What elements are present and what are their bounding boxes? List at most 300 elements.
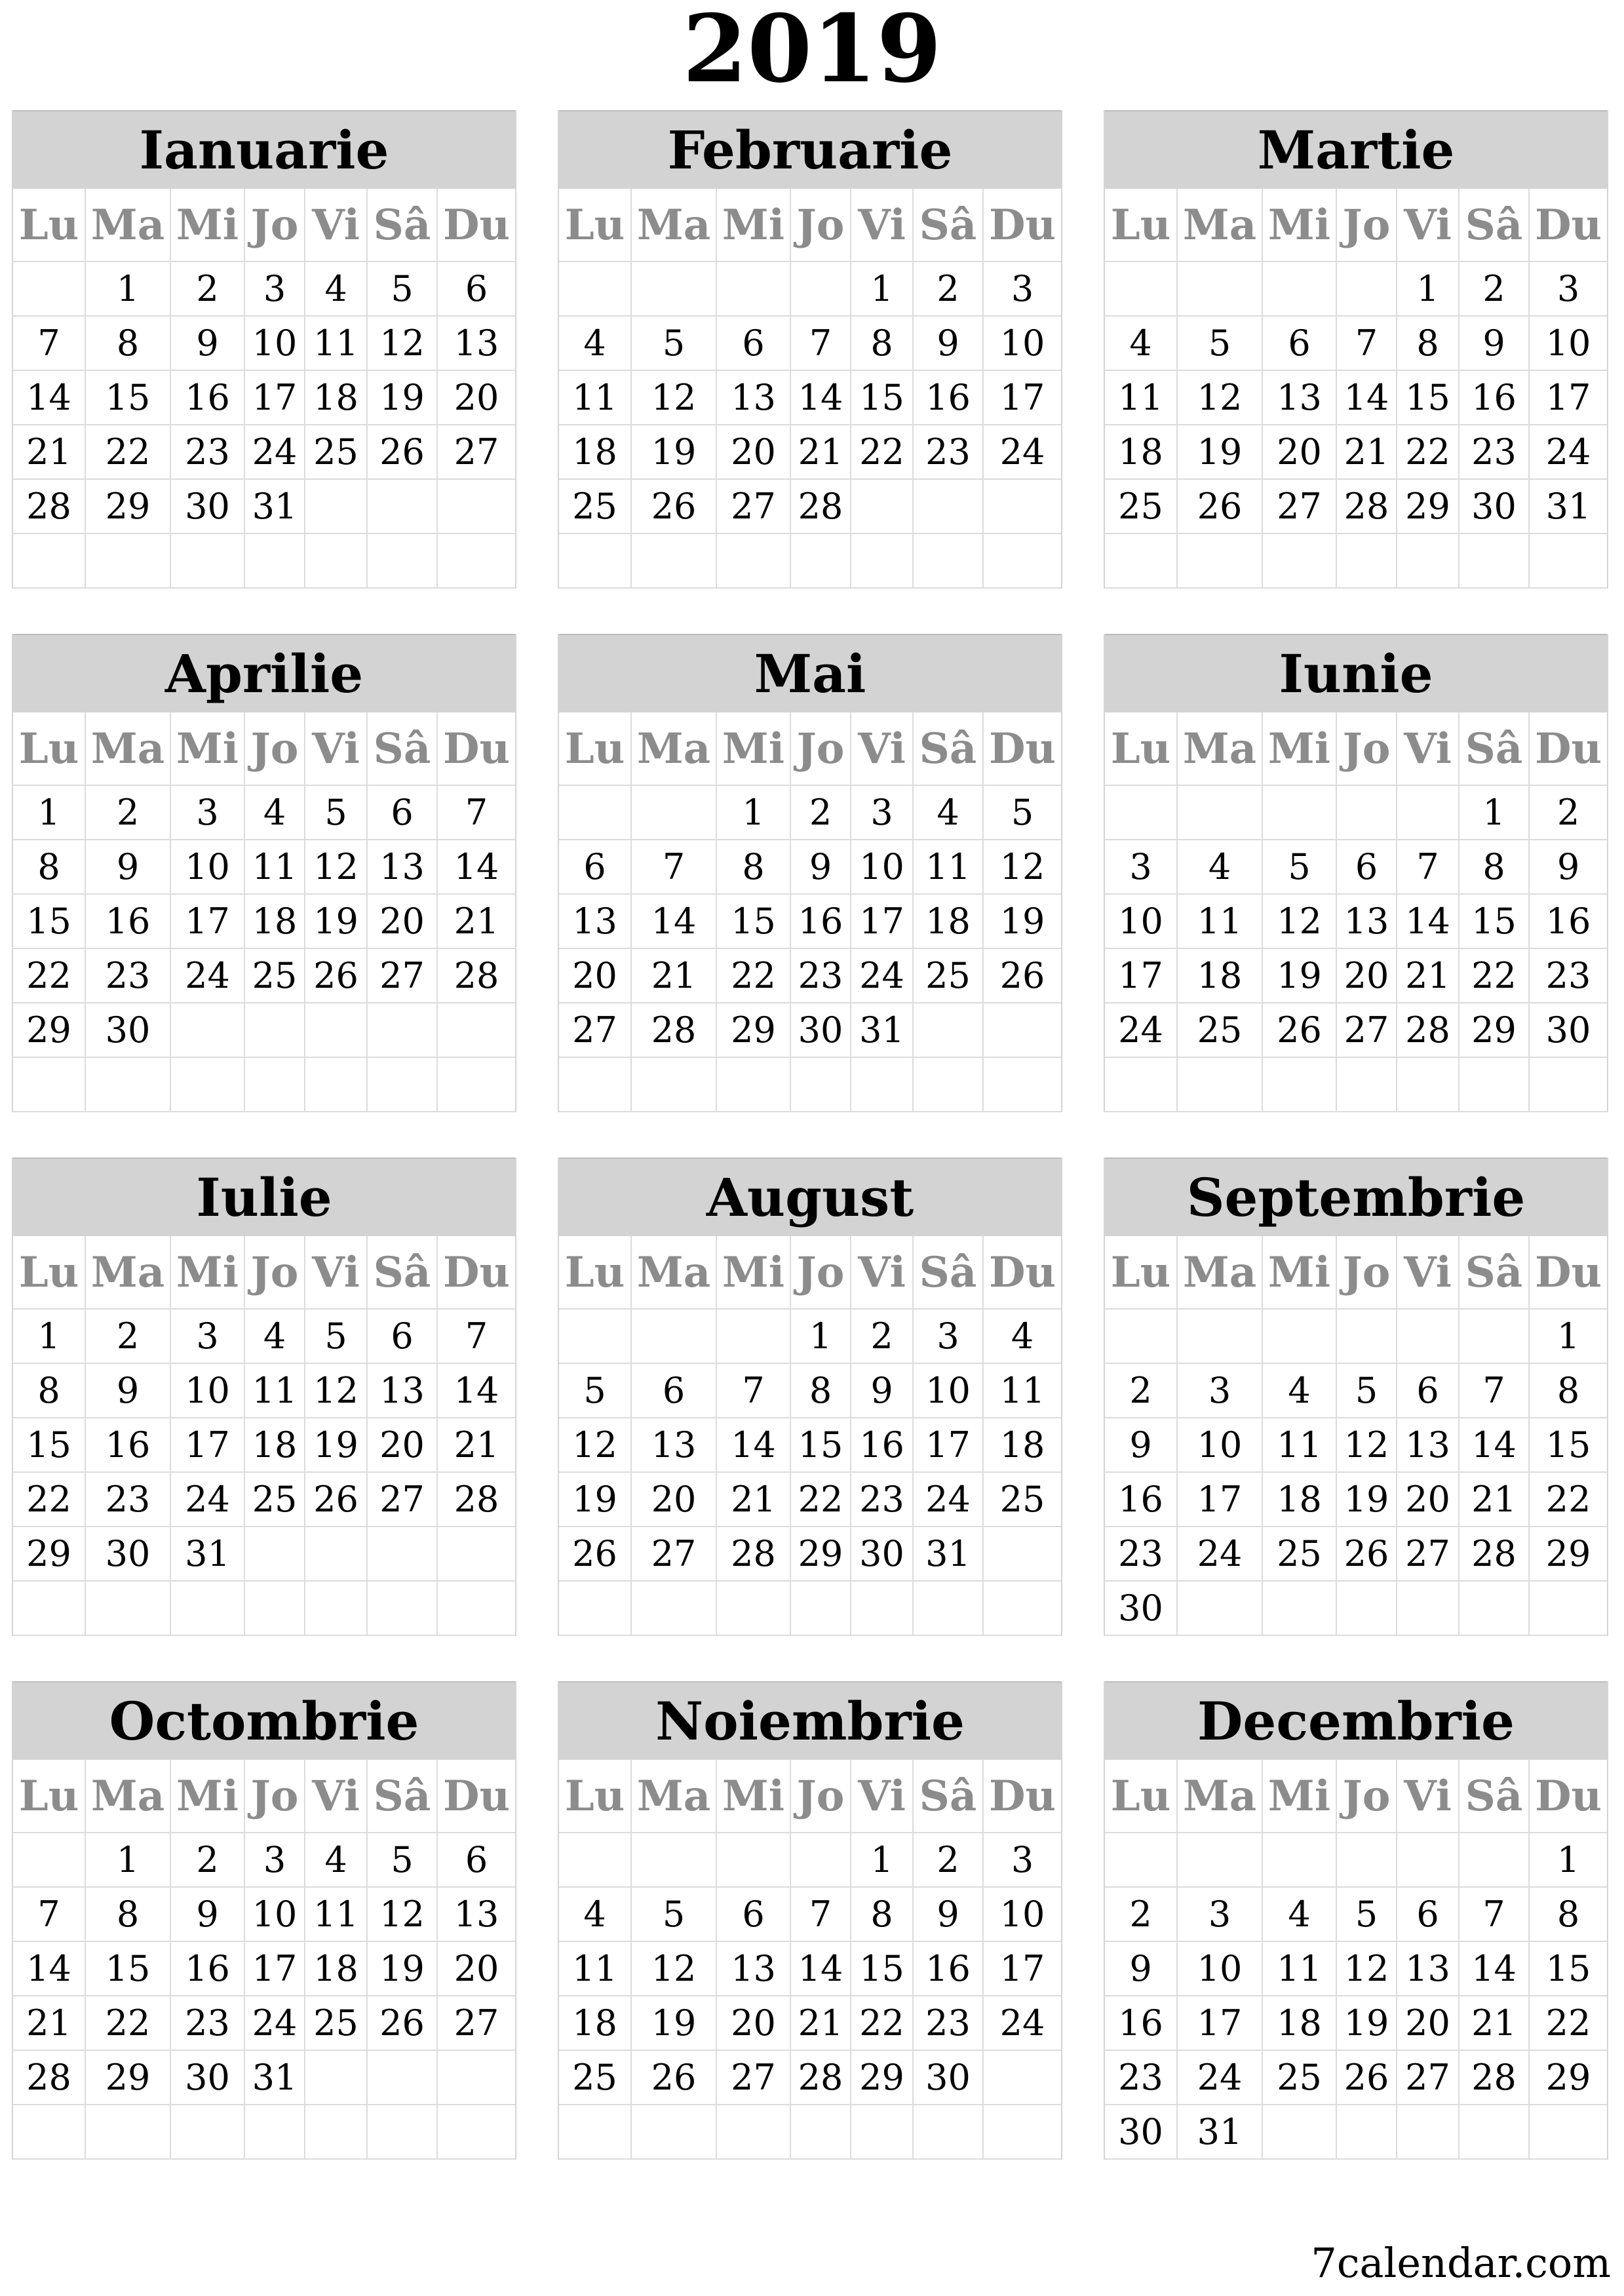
day-cell	[1336, 1057, 1397, 1112]
day-cell: 11	[983, 1363, 1061, 1418]
month-septembrie	[1104, 1158, 1608, 1636]
day-cell: 3	[244, 1833, 305, 1887]
day-cell	[367, 1527, 437, 1581]
day-cell	[983, 1057, 1061, 1112]
day-cell: 7	[1336, 316, 1397, 370]
day-cell: 19	[1262, 948, 1336, 1003]
day-cell: 23	[170, 1996, 244, 2050]
day-cell	[367, 1581, 437, 1635]
day-cell	[170, 1581, 244, 1635]
day-cell: 19	[1336, 1472, 1397, 1527]
day-cell: 9	[170, 316, 244, 370]
weekday-header: Vi	[1397, 1236, 1459, 1309]
day-cell: 14	[13, 1941, 85, 1996]
day-cell: 12	[367, 316, 437, 370]
weekday-header-row	[559, 1760, 1061, 1833]
week-row	[559, 2050, 1061, 2105]
day-cell	[1262, 1057, 1336, 1112]
day-cell: 5	[367, 262, 437, 316]
weekday-header: Ma	[631, 1760, 716, 1833]
day-cell: 29	[1459, 1003, 1529, 1057]
day-cell: 21	[716, 1472, 790, 1527]
day-cell: 20	[559, 948, 631, 1003]
day-cell: 21	[790, 425, 851, 479]
day-cell: 4	[559, 1887, 631, 1941]
weekday-header: Vi	[1397, 1760, 1459, 1833]
day-cell: 5	[305, 785, 367, 840]
weekday-header: Ma	[85, 712, 170, 785]
month-decembrie	[1104, 1681, 1608, 2160]
weekday-header-row	[1105, 712, 1607, 785]
week-row	[13, 1527, 515, 1581]
day-cell: 22	[1459, 948, 1529, 1003]
week-row	[1105, 1418, 1607, 1472]
month-table	[13, 189, 515, 589]
week-row	[559, 1941, 1061, 1996]
weekday-header-row	[13, 189, 515, 262]
day-cell: 28	[1459, 1527, 1529, 1581]
day-cell: 18	[1105, 425, 1177, 479]
weekday-header: Vi	[305, 712, 367, 785]
day-cell: 28	[790, 2050, 851, 2105]
day-cell: 24	[170, 948, 244, 1003]
day-cell: 17	[170, 894, 244, 948]
week-row	[1105, 370, 1607, 425]
week-row	[559, 1472, 1061, 1527]
day-cell: 21	[13, 425, 85, 479]
month-title: Ianuarie	[13, 110, 515, 189]
day-cell	[437, 1581, 515, 1635]
day-cell: 14	[13, 370, 85, 425]
day-cell	[305, 1581, 367, 1635]
day-cell	[244, 1003, 305, 1057]
day-cell: 14	[790, 1941, 851, 1996]
day-cell: 29	[1397, 479, 1459, 534]
day-cell	[559, 262, 631, 316]
day-cell: 6	[437, 1833, 515, 1887]
day-cell: 30	[170, 479, 244, 534]
day-cell: 18	[913, 894, 983, 948]
day-cell: 4	[1177, 840, 1262, 894]
day-cell: 21	[437, 1418, 515, 1472]
day-cell	[631, 1309, 716, 1363]
day-cell: 25	[244, 1472, 305, 1527]
day-cell	[790, 2105, 851, 2159]
day-cell: 3	[913, 1309, 983, 1363]
day-cell: 25	[1105, 479, 1177, 534]
day-cell	[1177, 262, 1262, 316]
day-cell: 22	[1397, 425, 1459, 479]
day-cell: 12	[1177, 370, 1262, 425]
month-martie	[1104, 110, 1608, 589]
month-title: Septembrie	[1105, 1158, 1607, 1236]
day-cell: 6	[367, 1309, 437, 1363]
day-cell: 7	[437, 1309, 515, 1363]
day-cell: 15	[1529, 1941, 1607, 1996]
week-row	[559, 1887, 1061, 1941]
week-row	[13, 2105, 515, 2159]
week-row	[1105, 948, 1607, 1003]
day-cell: 20	[1397, 1472, 1459, 1527]
day-cell: 31	[244, 479, 305, 534]
day-cell: 17	[1105, 948, 1177, 1003]
weekday-header: Mi	[1262, 712, 1336, 785]
day-cell	[790, 1581, 851, 1635]
weekday-header: Lu	[559, 1760, 631, 1833]
weekday-header: Lu	[13, 712, 85, 785]
day-cell	[1336, 2105, 1397, 2159]
day-cell: 3	[244, 262, 305, 316]
day-cell	[367, 1057, 437, 1112]
weekday-header: Ma	[1177, 1236, 1262, 1309]
day-cell: 24	[1177, 1527, 1262, 1581]
week-row	[1105, 1887, 1607, 1941]
day-cell: 5	[1336, 1363, 1397, 1418]
day-cell: 27	[631, 1527, 716, 1581]
day-cell: 7	[13, 1887, 85, 1941]
weekday-header: Vi	[305, 1236, 367, 1309]
day-cell: 20	[437, 1941, 515, 1996]
day-cell: 23	[913, 425, 983, 479]
day-cell: 6	[631, 1363, 716, 1418]
day-cell	[1262, 1309, 1336, 1363]
day-cell: 21	[1336, 425, 1397, 479]
weekday-header: Sâ	[367, 1760, 437, 1833]
day-cell: 7	[1397, 840, 1459, 894]
day-cell: 23	[1105, 1527, 1177, 1581]
day-cell: 16	[170, 370, 244, 425]
day-cell: 31	[1177, 2105, 1262, 2159]
day-cell: 8	[1397, 316, 1459, 370]
day-cell: 14	[631, 894, 716, 948]
day-cell: 21	[437, 894, 515, 948]
day-cell	[716, 262, 790, 316]
day-cell: 1	[851, 262, 913, 316]
day-cell	[716, 1833, 790, 1887]
day-cell: 17	[983, 1941, 1061, 1996]
day-cell: 18	[559, 1996, 631, 2050]
day-cell: 23	[790, 948, 851, 1003]
day-cell	[1529, 1057, 1607, 1112]
week-row	[13, 948, 515, 1003]
day-cell: 22	[851, 1996, 913, 2050]
day-cell: 2	[851, 1309, 913, 1363]
week-row	[559, 479, 1061, 534]
week-row	[559, 785, 1061, 840]
month-table	[559, 712, 1061, 1112]
day-cell: 1	[716, 785, 790, 840]
day-cell: 15	[1397, 370, 1459, 425]
day-cell: 17	[244, 1941, 305, 1996]
day-cell: 29	[790, 1527, 851, 1581]
day-cell: 5	[559, 1363, 631, 1418]
month-table	[1105, 712, 1607, 1112]
day-cell: 13	[437, 316, 515, 370]
weekday-header: Lu	[1105, 1760, 1177, 1833]
weekday-header: Du	[1529, 712, 1607, 785]
day-cell	[13, 1057, 85, 1112]
weekday-header: Ma	[85, 189, 170, 262]
day-cell: 4	[305, 1833, 367, 1887]
day-cell: 15	[13, 1418, 85, 1472]
weekday-header: Du	[437, 1760, 515, 1833]
day-cell: 2	[1459, 262, 1529, 316]
day-cell: 2	[790, 785, 851, 840]
day-cell: 22	[13, 1472, 85, 1527]
day-cell: 29	[716, 1003, 790, 1057]
day-cell: 25	[1262, 1527, 1336, 1581]
weekday-header: Ma	[85, 1236, 170, 1309]
weekday-header: Lu	[13, 1236, 85, 1309]
day-cell: 20	[631, 1472, 716, 1527]
day-cell: 2	[913, 1833, 983, 1887]
day-cell: 11	[1105, 370, 1177, 425]
day-cell: 31	[851, 1003, 913, 1057]
day-cell	[85, 2105, 170, 2159]
day-cell: 16	[1105, 1472, 1177, 1527]
month-title: Martie	[1105, 110, 1607, 189]
weekday-header: Du	[437, 712, 515, 785]
weekday-header: Lu	[1105, 712, 1177, 785]
day-cell: 26	[367, 425, 437, 479]
day-cell: 5	[367, 1833, 437, 1887]
weekday-header: Lu	[1105, 189, 1177, 262]
weekday-header: Ma	[631, 712, 716, 785]
weekday-header: Jo	[1336, 712, 1397, 785]
day-cell	[13, 2105, 85, 2159]
day-cell: 11	[1177, 894, 1262, 948]
day-cell	[1262, 2105, 1336, 2159]
week-row	[559, 1309, 1061, 1363]
day-cell	[559, 534, 631, 588]
day-cell: 10	[170, 1363, 244, 1418]
day-cell: 2	[170, 1833, 244, 1887]
day-cell	[983, 479, 1061, 534]
day-cell: 20	[1262, 425, 1336, 479]
month-august	[558, 1158, 1062, 1636]
day-cell: 26	[631, 479, 716, 534]
day-cell: 17	[1177, 1472, 1262, 1527]
day-cell: 21	[631, 948, 716, 1003]
day-cell: 12	[305, 1363, 367, 1418]
week-row	[13, 1996, 515, 2050]
day-cell: 14	[1459, 1941, 1529, 1996]
day-cell	[983, 1581, 1061, 1635]
day-cell	[559, 1309, 631, 1363]
day-cell: 30	[913, 2050, 983, 2105]
weekday-header: Sâ	[913, 712, 983, 785]
day-cell: 24	[983, 425, 1061, 479]
day-cell: 20	[1336, 948, 1397, 1003]
week-row	[1105, 1581, 1607, 1635]
day-cell: 9	[1105, 1418, 1177, 1472]
day-cell: 22	[1529, 1996, 1607, 2050]
day-cell: 9	[1459, 316, 1529, 370]
day-cell: 20	[1397, 1996, 1459, 2050]
day-cell	[170, 1003, 244, 1057]
day-cell: 3	[1177, 1363, 1262, 1418]
week-row	[13, 1418, 515, 1472]
day-cell	[1459, 1057, 1529, 1112]
day-cell	[1336, 1833, 1397, 1887]
weekday-header: Mi	[170, 189, 244, 262]
month-octombrie	[12, 1681, 516, 2160]
weekday-header: Sâ	[1459, 712, 1529, 785]
weekday-header: Vi	[851, 1760, 913, 1833]
day-cell: 24	[983, 1996, 1061, 2050]
day-cell	[367, 534, 437, 588]
day-cell: 4	[1262, 1363, 1336, 1418]
week-row	[1105, 425, 1607, 479]
day-cell: 29	[851, 2050, 913, 2105]
month-table	[559, 1236, 1061, 1636]
week-row	[559, 1418, 1061, 1472]
day-cell: 13	[437, 1887, 515, 1941]
day-cell: 4	[983, 1309, 1061, 1363]
month-table	[13, 1236, 515, 1636]
day-cell: 24	[1529, 425, 1607, 479]
weekday-header: Sâ	[367, 189, 437, 262]
day-cell: 19	[1177, 425, 1262, 479]
day-cell: 25	[983, 1472, 1061, 1527]
day-cell: 8	[1529, 1887, 1607, 1941]
weekday-header-row	[559, 189, 1061, 262]
week-row	[559, 1996, 1061, 2050]
day-cell	[437, 1057, 515, 1112]
day-cell: 8	[716, 840, 790, 894]
day-cell	[790, 1833, 851, 1887]
day-cell	[305, 2050, 367, 2105]
day-cell: 3	[1529, 262, 1607, 316]
day-cell: 15	[716, 894, 790, 948]
weekday-header: Ma	[1177, 1760, 1262, 1833]
day-cell: 1	[1459, 785, 1529, 840]
day-cell: 5	[1177, 316, 1262, 370]
weekday-header-row	[13, 712, 515, 785]
day-cell: 26	[305, 948, 367, 1003]
weekday-header: Jo	[790, 712, 851, 785]
day-cell: 1	[851, 1833, 913, 1887]
day-cell: 19	[1336, 1996, 1397, 2050]
day-cell: 24	[244, 425, 305, 479]
day-cell: 27	[1397, 1527, 1459, 1581]
day-cell	[305, 2105, 367, 2159]
day-cell	[631, 1833, 716, 1887]
day-cell: 25	[559, 2050, 631, 2105]
month-title: Aprilie	[13, 634, 515, 712]
week-row	[13, 370, 515, 425]
day-cell: 13	[716, 1941, 790, 1996]
day-cell	[559, 2105, 631, 2159]
day-cell	[631, 2105, 716, 2159]
day-cell: 15	[790, 1418, 851, 1472]
weekday-header: Sâ	[367, 712, 437, 785]
day-cell	[1459, 1309, 1529, 1363]
weekday-header: Mi	[170, 712, 244, 785]
day-cell	[1262, 534, 1336, 588]
day-cell: 15	[85, 1941, 170, 1996]
day-cell: 20	[437, 370, 515, 425]
weekday-header: Jo	[790, 1760, 851, 1833]
week-row	[1105, 840, 1607, 894]
day-cell: 9	[1105, 1941, 1177, 1996]
day-cell	[1177, 534, 1262, 588]
day-cell: 18	[1262, 1472, 1336, 1527]
day-cell: 30	[1529, 1003, 1607, 1057]
day-cell	[1529, 2105, 1607, 2159]
weekday-header: Du	[1529, 189, 1607, 262]
year-title: 2019	[682, 0, 942, 104]
day-cell: 12	[559, 1418, 631, 1472]
day-cell: 11	[305, 1887, 367, 1941]
day-cell	[716, 534, 790, 588]
day-cell	[913, 479, 983, 534]
day-cell: 17	[170, 1418, 244, 1472]
week-row	[13, 894, 515, 948]
weekday-header: Du	[437, 189, 515, 262]
weekday-header: Du	[983, 1760, 1061, 1833]
day-cell	[305, 479, 367, 534]
day-cell: 5	[631, 316, 716, 370]
day-cell: 13	[631, 1418, 716, 1472]
day-cell: 2	[170, 262, 244, 316]
weekday-header: Du	[437, 1236, 515, 1309]
day-cell: 11	[1262, 1941, 1336, 1996]
day-cell: 5	[983, 785, 1061, 840]
day-cell: 22	[85, 425, 170, 479]
day-cell	[716, 2105, 790, 2159]
day-cell: 10	[1529, 316, 1607, 370]
day-cell: 2	[1105, 1887, 1177, 1941]
weekday-header: Mi	[1262, 189, 1336, 262]
day-cell	[1177, 1057, 1262, 1112]
day-cell: 6	[716, 316, 790, 370]
day-cell: 20	[716, 1996, 790, 2050]
day-cell	[1262, 262, 1336, 316]
weekday-header: Vi	[851, 189, 913, 262]
day-cell: 1	[13, 785, 85, 840]
day-cell: 27	[1262, 479, 1336, 534]
day-cell	[305, 1003, 367, 1057]
day-cell: 23	[170, 425, 244, 479]
day-cell: 24	[1177, 2050, 1262, 2105]
day-cell: 29	[1529, 2050, 1607, 2105]
day-cell	[983, 534, 1061, 588]
month-title: Decembrie	[1105, 1681, 1607, 1760]
day-cell	[244, 2105, 305, 2159]
day-cell: 8	[85, 316, 170, 370]
day-cell: 6	[1397, 1887, 1459, 1941]
week-row	[559, 1057, 1061, 1112]
day-cell: 4	[1262, 1887, 1336, 1941]
day-cell: 30	[85, 1527, 170, 1581]
day-cell	[367, 1003, 437, 1057]
weekday-header: Lu	[559, 189, 631, 262]
day-cell	[983, 1003, 1061, 1057]
day-cell: 9	[170, 1887, 244, 1941]
day-cell: 3	[170, 1309, 244, 1363]
day-cell: 23	[85, 1472, 170, 1527]
week-row	[1105, 534, 1607, 588]
day-cell: 24	[1105, 1003, 1177, 1057]
day-cell: 23	[85, 948, 170, 1003]
day-cell: 27	[367, 948, 437, 1003]
day-cell: 9	[85, 1363, 170, 1418]
day-cell: 5	[631, 1887, 716, 1941]
day-cell: 29	[13, 1527, 85, 1581]
month-aprilie	[12, 634, 516, 1112]
week-row	[13, 1472, 515, 1527]
